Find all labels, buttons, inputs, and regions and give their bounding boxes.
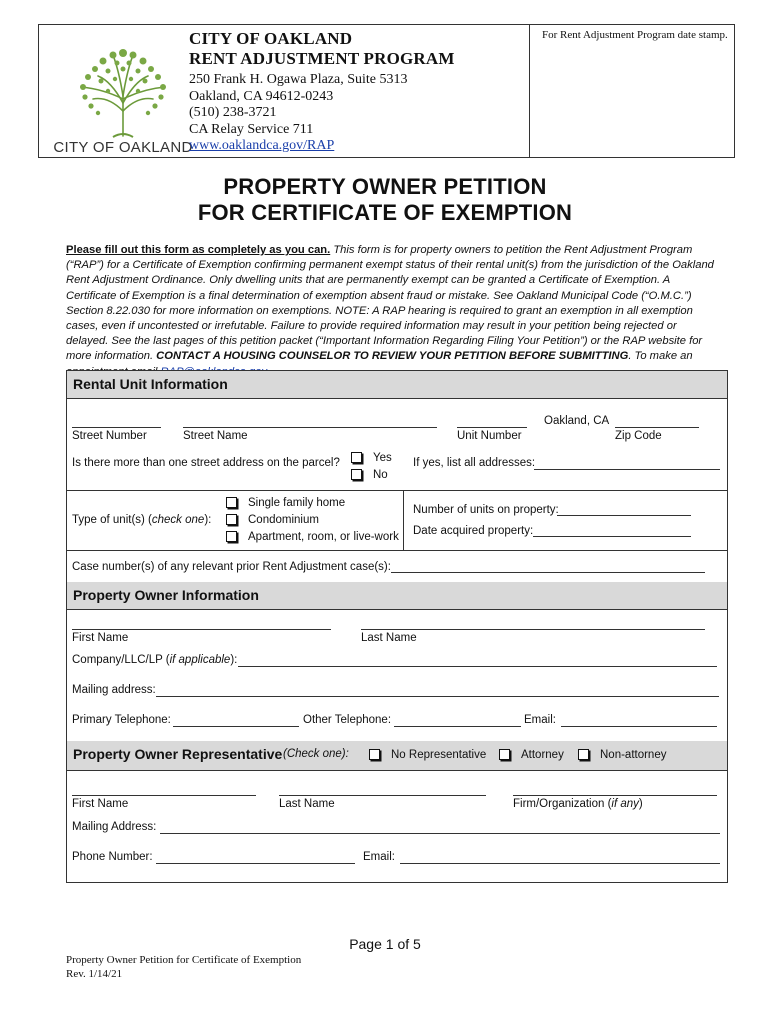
owner-mailing-label: Mailing address: [72,684,156,696]
rep-email-label: Email: [363,851,395,863]
other-telephone-field[interactable] [394,726,521,727]
date-stamp-label: For Rent Adjustment Program date stamp. [542,29,728,41]
multi-address-yes-checkbox[interactable] [351,452,362,463]
owner-info-header [67,582,727,610]
petition-form [66,370,728,883]
city-of-oakland-logo [53,41,193,156]
multi-address-no-label: No [373,469,388,481]
if-yes-addresses-label: If yes, list all addresses: [413,457,536,469]
unit-type-label: Type of unit(s) (check one): [72,514,212,526]
address-line-2: Oakland, CA 94612-0243 [189,88,334,104]
case-numbers-field[interactable] [391,572,705,573]
relay-service: CA Relay Service 711 [189,121,314,137]
owner-mailing-field[interactable] [156,696,719,697]
footer [66,953,301,981]
representative-check-one: (Check one): [283,748,349,760]
zip-code-field[interactable] [615,427,699,428]
owner-email-field[interactable] [561,726,717,727]
unit-number-label: Unit Number [457,430,522,442]
rental-unit-header [67,371,727,399]
non-attorney-label: Non-attorney [600,749,667,761]
rep-last-name-field[interactable] [279,795,486,796]
website-link[interactable]: www.oaklandca.gov/RAP [189,138,335,153]
rep-first-name-field[interactable] [72,795,256,796]
street-number-field[interactable] [72,427,161,428]
phone-number: (510) 238-3721 [189,105,277,120]
owner-last-name-field[interactable] [361,629,705,630]
additional-addresses-field[interactable] [534,469,720,470]
rep-phone-field[interactable] [156,863,355,864]
owner-first-name-field[interactable] [72,629,331,630]
company-label: Company/LLC/LP (if applicable): [72,654,238,666]
num-units-label: Number of units on property: [413,504,559,516]
no-representative-label: No Representative [391,749,487,761]
title-line-2: FOR CERTIFICATE OF EXEMPTION [197,200,573,225]
rep-mailing-field[interactable] [160,833,720,834]
multi-address-question: Is there more than one street address on the parcel? [72,457,340,469]
primary-telephone-label: Primary Telephone: [72,714,171,726]
condominium-checkbox[interactable] [226,514,237,525]
title-line-1: PROPERTY OWNER PETITION [223,174,547,199]
intro-paragraph [66,243,714,380]
multi-address-yes-label: Yes [373,452,392,464]
intro-lead: Please fill out this form as completely as you can. [66,244,331,256]
owner-last-name-label: Last Name [361,632,417,644]
rep-last-name-label: Last Name [279,798,335,810]
other-telephone-label: Other Telephone: [303,714,392,726]
rep-phone-label: Phone Number: [72,851,153,863]
footer-doc-title: Property Owner Petition for Certificate of Exemption [66,954,302,966]
single-family-label: Single family home [248,497,346,509]
address-line-1: 250 Frank H. Ogawa Plaza, Suite 5313 [189,72,408,87]
apartment-label: Apartment, room, or live-work [248,531,399,543]
no-representative-checkbox[interactable] [369,749,380,760]
intro-body: This form is for property owners to petition the Rent Adjustment Program (“RAP”) for a Certificate of Exemption confirming permanent exempt status of their rental unit(s) from the jurisdiction of the Oakland Rent Adjustment Ordinance. Only dwelling units that are permanently exempt can be granted a Certificate of Exemption. A Certificate of Exemption is a final determination of exemption absent fraud or mistake. See Oakland Municipal Code (“O.M.C.”) Section 8.22.030 for more information on exemptions. NOTE: A RAP hearing is required to grant an exemption in all exemption cases, even if uncontested or irrefutable. Failure to provide required information may result in your petition being rejected or delayed. See the last pages of this petition packet (“Important Information Regarding Filing Your Petition”) or the RAP website for more information. [66,244,714,363]
date-acquired-label: Date acquired property: [413,525,534,537]
date-acquired-field[interactable] [533,536,691,537]
rep-email-field[interactable] [400,863,720,864]
rep-mailing-label: Mailing Address: [72,821,157,833]
street-number-label: Street Number [72,430,147,442]
apartment-checkbox[interactable] [226,531,237,542]
representative-header [67,741,727,771]
oak-tree-icon [53,41,193,141]
footer-revision: Rev. 1/14/21 [66,968,123,980]
company-field[interactable] [238,666,717,667]
street-name-label: Street Name [183,430,248,442]
divider [403,490,404,550]
rep-first-name-label: First Name [72,798,129,810]
attorney-checkbox[interactable] [499,749,510,760]
street-name-field[interactable] [183,427,437,428]
rental-unit-heading: Rental Unit Information [73,376,228,392]
rep-firm-label: Firm/Organization (if any) [513,798,643,810]
divider [67,490,727,491]
attorney-label: Attorney [521,749,564,761]
org-block [189,29,455,155]
divider [67,550,727,551]
page-number: Page 1 of 5 [349,936,421,952]
representative-heading: Property Owner Representative [73,746,283,762]
logo-caption: CITY OF OAKLAND [53,139,193,156]
primary-telephone-field[interactable] [173,726,299,727]
unit-number-field[interactable] [457,427,527,428]
org-title-city: CITY OF OAKLAND [189,29,353,48]
header-box [38,24,735,158]
page-title [0,174,770,226]
city-label: Oakland, CA [544,415,610,427]
multi-address-no-checkbox[interactable] [351,469,362,480]
case-numbers-label: Case number(s) of any relevant prior Rent Adjustment case(s): [72,561,391,573]
condominium-label: Condominium [248,514,319,526]
zip-code-label: Zip Code [615,430,662,442]
intro-counselor-note: CONTACT A HOUSING COUNSELOR TO REVIEW YOUR PETITION BEFORE SUBMITTING [156,350,629,363]
num-units-field[interactable] [557,515,691,516]
owner-first-name-label: First Name [72,632,129,644]
owner-email-label: Email: [524,714,556,726]
org-title-program: RENT ADJUSTMENT PROGRAM [189,49,455,68]
owner-info-heading: Property Owner Information [73,587,259,603]
single-family-checkbox[interactable] [226,497,237,508]
rep-firm-field[interactable] [513,795,717,796]
non-attorney-checkbox[interactable] [578,749,589,760]
intro-tail: . To make an [628,350,693,363]
date-stamp-box [529,25,735,157]
